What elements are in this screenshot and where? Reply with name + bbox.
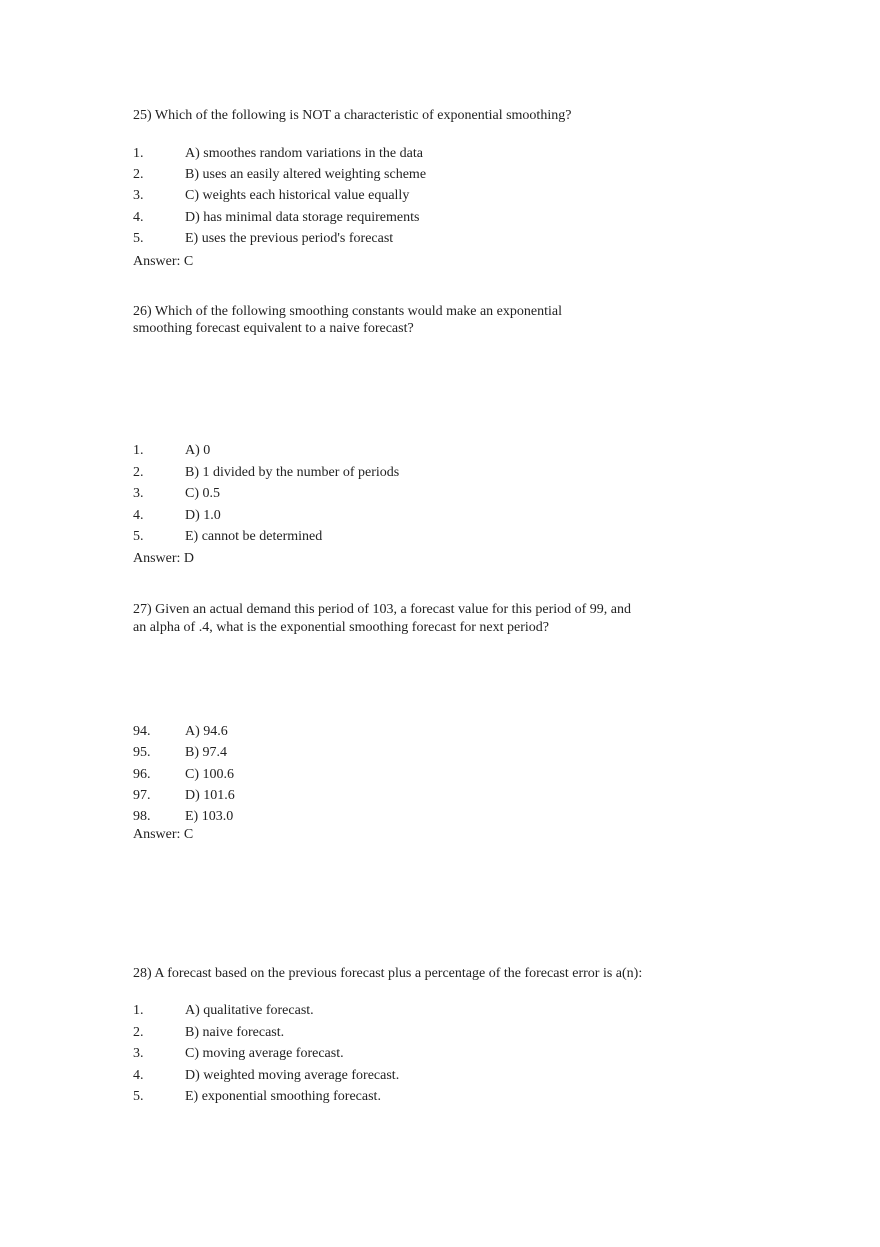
option-number: 2.: [133, 167, 144, 182]
q28-option-b: [133, 1025, 284, 1041]
option-text: A) 0: [185, 443, 211, 458]
option-text: D) 101.6: [185, 788, 235, 803]
option-number: 3.: [133, 1046, 144, 1061]
option-text: D) 1.0: [185, 508, 221, 523]
option-text: D) weighted moving average forecast.: [185, 1068, 400, 1083]
option-number: 2.: [133, 1025, 144, 1040]
option-text: A) qualitative forecast.: [185, 1003, 314, 1018]
q25-option-b: [133, 167, 426, 183]
q25-option-a: [133, 146, 423, 162]
option-text: E) cannot be determined: [185, 529, 323, 544]
option-number: 4.: [133, 508, 144, 523]
q25-option-c: [133, 188, 409, 204]
option-number: 4.: [133, 1068, 144, 1083]
question-28-prompt: 28) A forecast based on the previous forecast plus a percentage of the forecast error is a(n):: [133, 966, 643, 981]
question-25-prompt: 25) Which of the following is NOT a characteristic of exponential smoothing?: [133, 108, 572, 123]
option-text: A) smoothes random variations in the data: [185, 146, 423, 161]
q27-option-b: [133, 745, 227, 761]
q28-option-a: [133, 1003, 314, 1019]
option-number: 5.: [133, 1089, 144, 1104]
option-text: C) moving average forecast.: [185, 1046, 344, 1061]
option-text: B) naive forecast.: [185, 1025, 285, 1040]
option-number: 98.: [133, 809, 151, 824]
question-27-prompt-line-1: 27) Given an actual demand this period of 103, a forecast value for this period of 99, and: [133, 602, 632, 617]
q25-option-e: [133, 231, 393, 247]
option-text: A) 94.6: [185, 724, 228, 739]
option-number: 5.: [133, 231, 144, 246]
option-number: 3.: [133, 188, 144, 203]
option-number: 95.: [133, 745, 151, 760]
option-number: 96.: [133, 767, 151, 782]
option-text: E) 103.0: [185, 809, 234, 824]
q27-answer: Answer: C: [133, 827, 194, 842]
q26-option-c: [133, 486, 220, 502]
q27-option-c: [133, 767, 234, 783]
q28-option-e: [133, 1089, 381, 1105]
option-number: 1.: [133, 443, 144, 458]
option-text: B) 1 divided by the number of periods: [185, 465, 400, 480]
question-26-prompt-line-1: 26) Which of the following smoothing constants would make an exponential: [133, 304, 562, 319]
option-number: 2.: [133, 465, 144, 480]
option-text: B) 97.4: [185, 745, 227, 760]
q25-answer: Answer: C: [133, 254, 194, 269]
q26-option-e: [133, 529, 322, 545]
option-number: 1.: [133, 146, 144, 161]
q26-answer: Answer: D: [133, 551, 195, 566]
option-number: 97.: [133, 788, 151, 803]
q25-option-d: [133, 210, 419, 226]
option-text: E) exponential smoothing forecast.: [185, 1089, 381, 1104]
q27-option-a: [133, 724, 228, 740]
question-27-prompt-line-2: an alpha of .4, what is the exponential smoothing forecast for next period?: [133, 620, 549, 635]
q28-option-c: [133, 1046, 344, 1062]
option-text: E) uses the previous period's forecast: [185, 231, 394, 246]
option-number: 94.: [133, 724, 151, 739]
option-text: C) 0.5: [185, 486, 220, 501]
q26-option-a: [133, 443, 210, 459]
q26-option-b: [133, 465, 399, 481]
option-number: 4.: [133, 210, 144, 225]
option-text: B) uses an easily altered weighting scheme: [185, 167, 427, 182]
option-text: C) weights each historical value equally: [185, 188, 410, 203]
option-text: C) 100.6: [185, 767, 234, 782]
option-text: D) has minimal data storage requirements: [185, 210, 420, 225]
q28-option-d: [133, 1068, 399, 1084]
q27-option-e: [133, 809, 233, 825]
option-number: 3.: [133, 486, 144, 501]
option-number: 1.: [133, 1003, 144, 1018]
q27-option-d: [133, 788, 235, 804]
option-number: 5.: [133, 529, 144, 544]
q26-option-d: [133, 508, 221, 524]
question-26-prompt-line-2: smoothing forecast equivalent to a naive forecast?: [133, 321, 414, 336]
